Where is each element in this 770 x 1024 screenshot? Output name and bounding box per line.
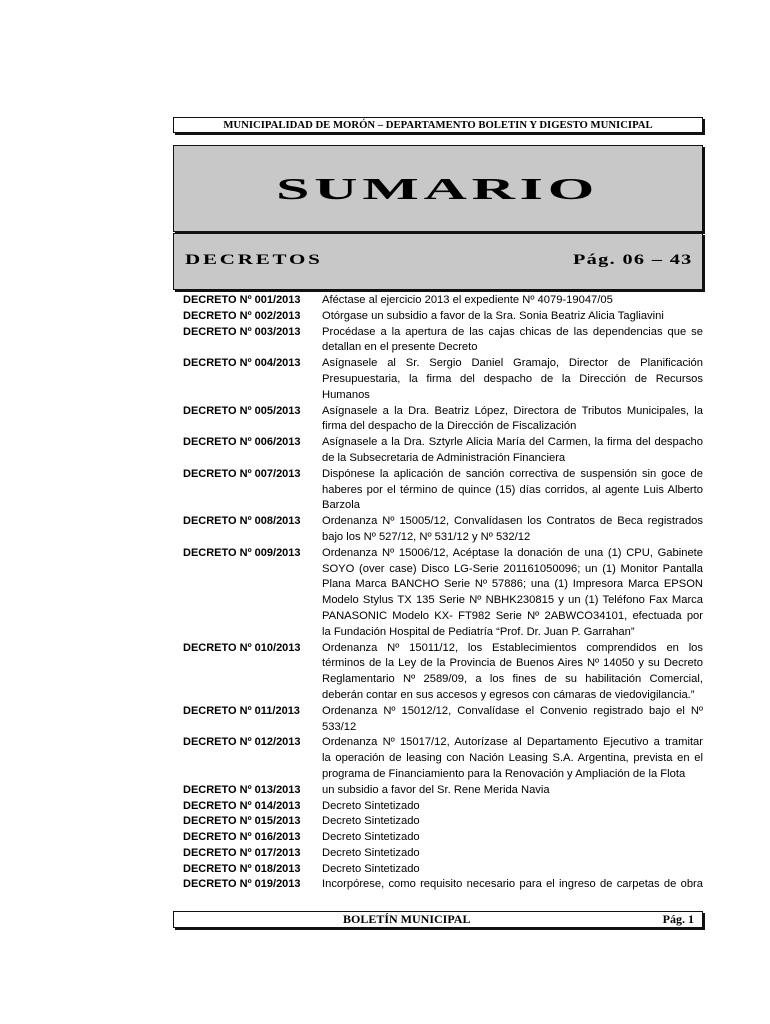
decree-summary-line: Otórgase un subsidio a favor de la Sra. Sonia Beatriz Alicia Tagliavini bbox=[322, 309, 664, 322]
decree-summary-line: haberes por el término de quince (15) días corridos, al agente Luis Alberto bbox=[322, 483, 703, 496]
decree-summary-line: PANASONIC Modelo KX- FT982 Serie Nº 2ABWCO34101, efectuada por bbox=[322, 609, 703, 622]
section-title: DECRETOS bbox=[185, 252, 323, 268]
footer-page-number: Pág. 1 bbox=[662, 912, 694, 926]
page-footer bbox=[173, 911, 703, 928]
decree-summary bbox=[322, 404, 703, 436]
decree-summary bbox=[322, 514, 703, 546]
decree-summary bbox=[322, 309, 703, 325]
decree-number: DECRETO Nº 005/2013 bbox=[183, 404, 301, 417]
decree-entry bbox=[183, 862, 703, 878]
page-header bbox=[173, 117, 703, 133]
decree-entry bbox=[183, 641, 703, 704]
decree-summary-line: Decreto Sintetizado bbox=[322, 831, 420, 844]
decree-summary-line: Aféctase al ejercicio 2013 el expediente Nº 4079-19047/05 bbox=[322, 294, 613, 306]
decree-summary-line: Plana Marca BANCHO Serie Nº 57886; una (1) Impresora Marca EPSON bbox=[322, 578, 703, 591]
sumario-banner bbox=[173, 145, 703, 232]
decree-summary-line: Incorpórese, como requisito necesario para el ingreso de carpetas de obra bbox=[322, 878, 703, 891]
decree-number: DECRETO Nº 011/2013 bbox=[183, 704, 300, 717]
decree-summary-line: Ordenanza Nº 15005/12, Convalídasen los Contratos de Beca registrados bbox=[322, 515, 703, 528]
decree-summary-line: Barzola bbox=[322, 499, 360, 512]
decree-summary-line: Humanos bbox=[322, 388, 370, 401]
decree-number: DECRETO Nº 018/2013 bbox=[183, 862, 301, 875]
decree-summary-line: Ordenanza Nº 15012/12, Convalídase el Convenio registrado bajo el Nº bbox=[322, 704, 703, 717]
decree-summary bbox=[322, 877, 703, 893]
decree-summary-line: Reglamentario Nº 2589/09, a los fines de su habilitación Comercial, bbox=[322, 673, 703, 686]
decree-number: DECRETO Nº 014/2013 bbox=[183, 799, 301, 812]
decree-summary-line: 533/12 bbox=[322, 720, 357, 733]
decree-entry bbox=[183, 783, 703, 799]
decree-entry bbox=[183, 877, 703, 893]
decree-summary-line: Decreto Sintetizado bbox=[322, 799, 420, 812]
decree-summary-line: Asígnasele al Sr. Sergio Daniel Gramajo, Director de Planificación bbox=[322, 357, 703, 370]
decree-summary-line: firma del despacho de la Dirección de Fiscalización bbox=[322, 420, 577, 433]
decree-number: DECRETO Nº 001/2013 bbox=[183, 294, 301, 306]
decree-entry bbox=[183, 404, 703, 436]
decree-summary-line: Procédase a la apertura de las cajas chicas de las dependencias que se bbox=[322, 325, 703, 338]
decree-summary bbox=[322, 846, 703, 862]
decree-summary bbox=[322, 546, 703, 641]
decree-summary-line: bajo los Nº 527/12, Nº 531/12 y Nº 532/12 bbox=[322, 530, 531, 543]
decree-entry bbox=[183, 435, 703, 467]
decree-entry bbox=[183, 814, 703, 830]
decree-number: DECRETO Nº 015/2013 bbox=[183, 815, 301, 828]
decree-summary-line: Modelo Stylus TX 135 Serie Nº NBHK230815 y un (1) Teléfono Fax Marca bbox=[322, 594, 703, 607]
decree-summary bbox=[322, 830, 703, 846]
decree-summary bbox=[322, 735, 703, 782]
decree-number: DECRETO Nº 008/2013 bbox=[183, 515, 301, 528]
decree-summary-line: Presupuestaria, la firma del despacho de la Dirección de Recursos bbox=[322, 372, 703, 385]
decree-entry bbox=[183, 356, 703, 403]
decree-summary bbox=[322, 293, 703, 309]
decree-summary-line: detallan en el presente Decreto bbox=[322, 341, 478, 354]
decree-summary bbox=[322, 467, 703, 514]
decree-entry bbox=[183, 799, 703, 815]
decree-entry bbox=[183, 546, 703, 641]
decree-number: DECRETO Nº 019/2013 bbox=[183, 878, 301, 891]
decree-number: DECRETO Nº 006/2013 bbox=[183, 436, 301, 449]
decree-summary bbox=[322, 641, 703, 704]
decree-entry bbox=[183, 293, 703, 309]
decree-summary-line: Decreto Sintetizado bbox=[322, 862, 420, 875]
sumario-title-wrap bbox=[174, 171, 702, 207]
decree-entry bbox=[183, 846, 703, 862]
decree-summary-line: SOYO (over case) Disco LG-Serie 201161050096; un (1) Monitor Pantalla bbox=[322, 562, 703, 575]
decree-summary-line: Ordenanza Nº 15006/12, Acéptase la donación de una (1) CPU, Gabinete bbox=[322, 546, 703, 559]
decree-number: DECRETO Nº 003/2013 bbox=[183, 325, 301, 338]
decree-summary-line: términos de la Ley de la Provincia de Buenos Aires Nº 14050 y su Decreto bbox=[322, 657, 703, 670]
decree-summary-line: de la Subsecretaria de Administración Financiera bbox=[322, 451, 566, 464]
decree-summary bbox=[322, 783, 703, 799]
decree-summary bbox=[322, 356, 703, 403]
decree-number: DECRETO Nº 002/2013 bbox=[183, 309, 301, 322]
decree-summary bbox=[322, 704, 703, 736]
decree-summary-line: Ordenanza Nº 15017/12, Autorízase al Departamento Ejecutivo a tramitar bbox=[322, 736, 703, 749]
decree-number: DECRETO Nº 007/2013 bbox=[183, 467, 301, 480]
decree-summary-line: Asígnasele a la Dra. Beatriz López, Directora de Tributos Municipales, la bbox=[322, 404, 703, 417]
decree-number: DECRETO Nº 010/2013 bbox=[183, 641, 301, 654]
decree-summary-line: Decreto Sintetizado bbox=[322, 815, 420, 828]
decree-summary-line: deberán contar en sus accesos y egresos con cámaras de viedovigilancia.” bbox=[322, 688, 695, 701]
decree-summary bbox=[322, 799, 703, 815]
section-bar bbox=[173, 233, 703, 290]
decree-summary-line: Decreto Sintetizado bbox=[322, 846, 420, 859]
page-header-title: MUNICIPALIDAD DE MORÓN – DEPARTAMENTO BOLETIN Y DIGESTO MUNICIPAL bbox=[223, 119, 653, 131]
decree-summary-line: programa de Financiamiento para la Renovación y Ampliación de la Flota bbox=[322, 767, 686, 780]
decree-summary bbox=[322, 862, 703, 878]
decree-summary-line: Dispónese la aplicación de sanción correctiva de suspensión sin goce de bbox=[322, 467, 703, 480]
sumario-title: SUMARIO bbox=[276, 171, 600, 206]
decree-entry bbox=[183, 309, 703, 325]
decree-entry bbox=[183, 735, 703, 782]
decree-entry bbox=[183, 467, 703, 514]
decree-entry bbox=[183, 830, 703, 846]
decree-number: DECRETO Nº 012/2013 bbox=[183, 736, 301, 749]
decree-number: DECRETO Nº 009/2013 bbox=[183, 546, 301, 559]
decree-summary-line: la Fundación Hospital de Pediatría “Prof. Dr. Juan P. Garrahan” bbox=[322, 625, 635, 638]
decree-number: DECRETO Nº 017/2013 bbox=[183, 846, 301, 859]
section-page-range: Pág. 06 – 43 bbox=[573, 252, 693, 268]
decree-entry bbox=[183, 704, 703, 736]
decree-summary-line: la operación de leasing con Nación Leasing S.A. Argentina, prevista en el bbox=[322, 752, 703, 765]
decree-list bbox=[183, 293, 703, 893]
decree-summary bbox=[322, 435, 703, 467]
decree-number: DECRETO Nº 013/2013 bbox=[183, 783, 301, 796]
decree-entry bbox=[183, 325, 703, 357]
decree-summary bbox=[322, 325, 703, 357]
decree-number: DECRETO Nº 016/2013 bbox=[183, 831, 301, 844]
decree-number: DECRETO Nº 004/2013 bbox=[183, 357, 301, 370]
decree-summary-line: un subsidio a favor del Sr. Rene Merida Navia bbox=[322, 783, 550, 796]
footer-title: BOLETÍN MUNICIPAL bbox=[343, 912, 471, 926]
decree-summary-line: Ordenanza Nº 15011/12, los Establecimientos comprendidos en los bbox=[322, 641, 703, 654]
decree-summary-line: Asígnasele a la Dra. Sztyrle Alicia María del Carmen, la firma del despacho bbox=[322, 436, 703, 449]
decree-summary bbox=[322, 814, 703, 830]
decree-entry bbox=[183, 514, 703, 546]
